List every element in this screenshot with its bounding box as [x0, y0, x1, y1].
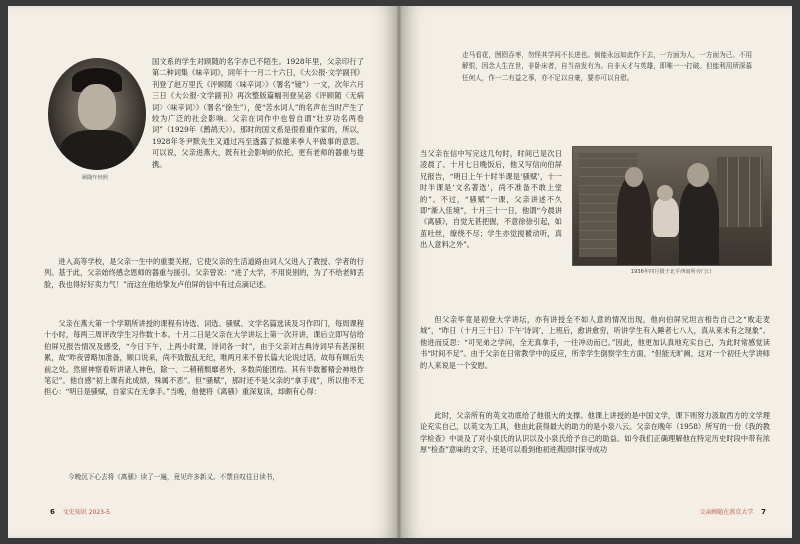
paragraph-3: 父亲在燕大第一个学期所讲授的课程有诗选、词选、骚赋、文学名篇选读及习作四门，每周课程十小时，每两三周评改学生习作数十本。十月二日是父亲在大学讲坛上第一次开讲，课后立即写信给伯屏兄报告情况及感受，“今日下午，上两小时课，诗词各一时”，由于父亲对古典诗词早有甚深积累，故“昨夜曾略加准备，顺口说来，尚不致散乱无纪，唯两月来不曾长篇大论说过话，故每有顾后失前之处。然留神察看听讲诸人神色，除一、二稍稍颓靡者外，多数尚能团结。其有半数蓄精会神地作笔记”。他自感“初上课有此成绩，殊属不恶”。但“骚赋”，那时还不是父亲的“拿手戏”，所以他不无担心：“明日是骚赋，自家实在无拿手。”当晚，他便将《离骚》重深复读，却颇有心得：	[44, 319, 364, 397]
portrait-photo	[48, 58, 146, 170]
family-photo-caption: 1936年四月摄于北平西寓所旁门口	[630, 269, 712, 275]
paragraph-b: 但父亲毕竟是初登大学讲坛，亦有讲授全不如人意的情况出现，他向伯屏兄坦言相告自己之“败走麦城”，“昨日（十月三十日）下午‘诗词’，上班后，愈讲愈穷，听讲学生有入睡者七八人，真从来未有之现象”。他进而反思：“可见弟之学问，全无真拿手，一往冲动而已。”因此，他更加认真地充实自己，为此时常感觉读书“时间不足”。由于父亲在日常教学中的反应，所幸学生倒察学生方面，“但能无旷阙，这对一个初任大学讲师的人来说是一个安慰。	[420, 315, 770, 370]
portrait-caption: 顾随年轻照	[82, 175, 108, 181]
paragraph-intro: 国文系的学生对顾随的名字亦已不陌生。1928年里，父亲印行了第二种词集《味辛词》，同年十一月二十六日，《大公报·文学副刊》刊登了赵万里氏《评顾随〈味辛词〉》（署名“镜”）一文，次年六月三日《大公报·文学副刊》再次整版篇幅刊登吴宓《评顾随〈无病词〉〈味辛词〉》（署名“徐生”），使“苦水词人”的名声在当时产生了较为广泛的社会影响。父亲在词作中也曾自谓“壮岁功名两卷词”（1929年《鹧鸪天》）。那时的国文系是很看重作家的，所以，1928年冬尹默先生又通过冯至透露了拟邀来季人平做事的意思。可以说，父亲进燕大，既有社会影响的依托，更有老师的器重与提携。	[152, 57, 364, 169]
page-number: 7	[761, 508, 766, 516]
footer-right	[699, 507, 772, 516]
right-page	[402, 6, 792, 538]
left-page	[8, 6, 396, 538]
quote-start: 今晚沉下心去将《离骚》读了一遍，竟见许多新义。不禁自叹往日读书，	[68, 473, 279, 481]
page-number: 6	[50, 508, 55, 516]
quote-continued: 走马看花，囫囵吞枣，勿怪其学问不长进也。倘能永远如此作下去，一方面为人，一方面为己。不用解恨，因念人生在世，非卧床者，自当奋发有为。自非天才与英雄，即唯一一打破。但能利用所深慕任何人，作一二有益之事，亦不足以自豪，要亦可以自慰。	[462, 51, 753, 82]
paragraph-2: 进入高等学校，是父亲一生中的重要关枢，它使父亲的生活道路由词人父进入了教授、学者的行列。基于此，父亲始终感念恩师的器重与援引。父亲曾说：“进了大学，不用说别的，为了不给老师丢脸，我也得好好卖力气！”而这在他给挚友卢伯屏的信中有过点滴记述。	[44, 257, 364, 289]
paragraph-c: 此时，父亲所有的英文功底给了他很大的支撑。他课上讲授的是中国文学，课下则努力汲取西方的文学理论充实自己，以英文为工具，他由此获得最大的助力的是小泉八云。父亲在晚年（1958）所写的一份《我的教学检查》中谈及了对小泉氏的认识以及小泉氏给予自己的助益。如今我们正确理解他在特定历史时段中带有浓厚“检查”意味的文字，还是可以看到他初进燕园时探寻成功	[420, 411, 770, 455]
paragraph-a: 当父亲在信中写完这几句时，时间已是次日凌晨了。十月七日晚饭后，他又写信向伯屏兄报告，“明日上午十时半课是‘骚赋’，十一时半课是‘文名著选’，尚不准备不敢上堂的”。不过，“骚赋”一课，父亲讲述不久即“渐入佳境”，十月三十一日，他谓“今晨讲《离骚》，自觉无甚把握，不意徐徐引起，如茧吐丝，缭绕不尽；学生亦觉搅褫动听，真出人意料之外”。	[420, 149, 562, 250]
column-title: 父亲顾随在燕京大学	[699, 509, 754, 516]
footer-left	[44, 507, 110, 516]
journal-name: 文史知识 2023-5	[62, 509, 110, 516]
family-photo	[572, 146, 772, 266]
